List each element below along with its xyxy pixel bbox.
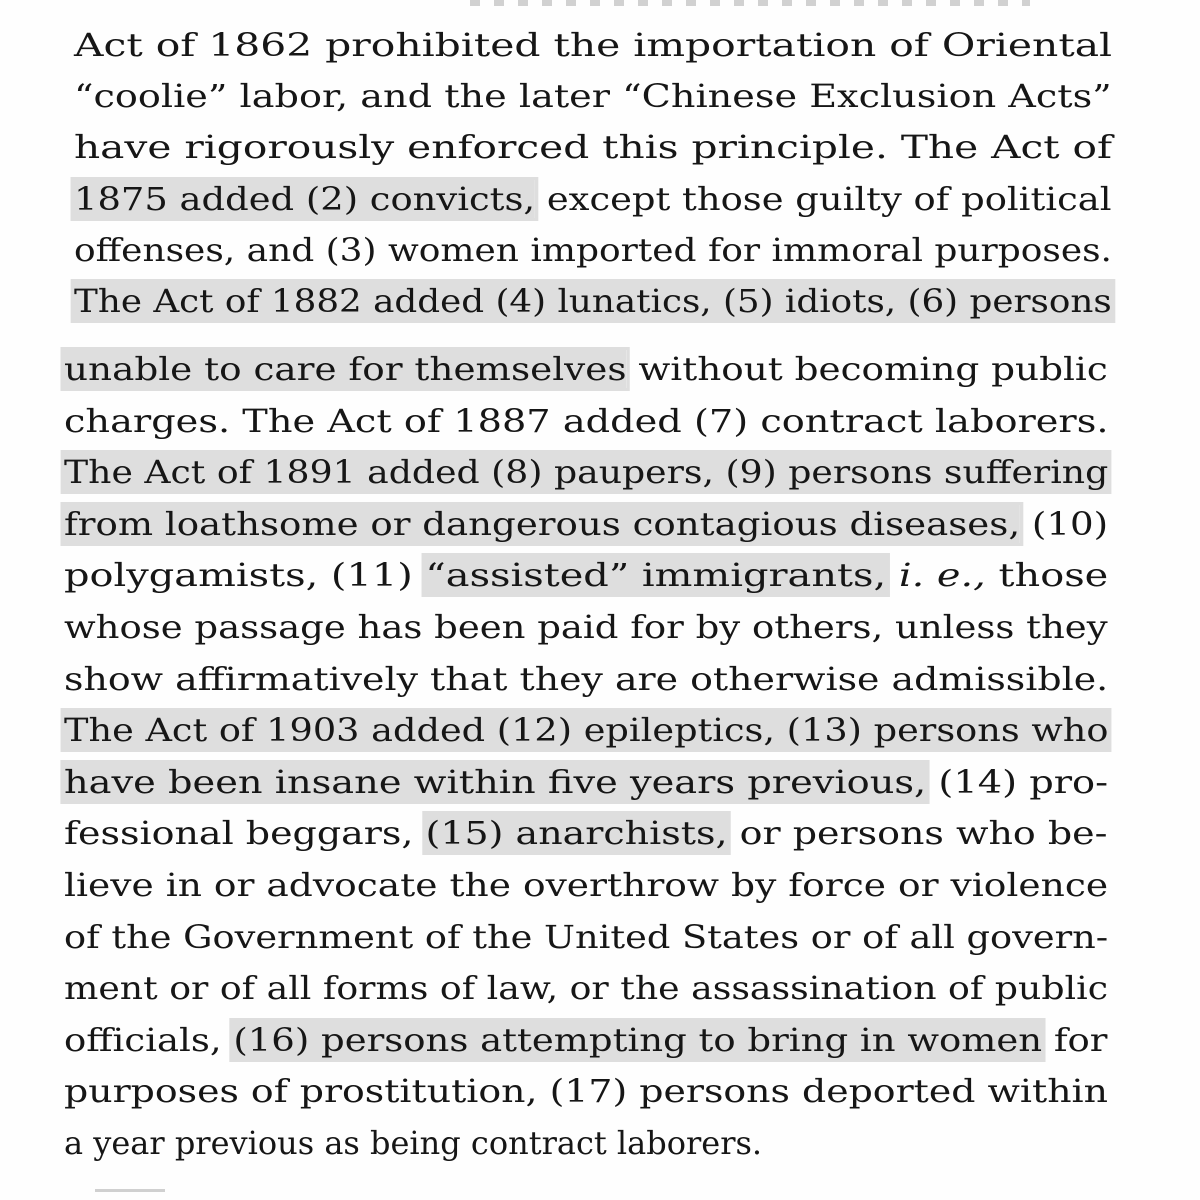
text-segment: show affirmatively that they are otherwise admissible. (64, 660, 1109, 698)
text-line (64, 963, 1108, 1013)
cut-off-previous-line (470, 0, 1030, 6)
text-segment: whose passage has been paid for by others, unless they (64, 608, 1108, 646)
text-line (64, 757, 1108, 807)
highlighted-text: “assisted” immigrants, (425, 556, 887, 594)
text-line (64, 860, 1108, 910)
text-segment: lieve in or advocate the overthrow by force or violence (64, 866, 1109, 904)
text-segment (886, 556, 899, 594)
text-segment: polygamists, (11) (64, 556, 426, 594)
text-line (74, 174, 1112, 224)
text-line (74, 122, 1112, 172)
text-line (64, 499, 1108, 549)
highlighted-text: unable to care for themselves (64, 350, 627, 388)
text-line (64, 550, 1108, 600)
text-segment: a year previous as being contract laborers. (64, 1124, 763, 1162)
text-line (64, 602, 1108, 652)
text-line (64, 1118, 762, 1168)
text-line (74, 71, 1112, 121)
text-segment: offenses, and (3) women imported for immoral purposes. (74, 231, 1112, 269)
highlighted-text: 1875 added (2) convicts, (74, 180, 536, 218)
highlighted-text: have been insane within five years previous, (64, 763, 927, 801)
text-line (74, 20, 1112, 70)
text-segment: those (985, 556, 1109, 594)
highlighted-text: The Act of 1903 added (12) epileptics, (13) persons who (64, 711, 1109, 749)
text-segment: “coolie” labor, and the later “Chinese Exclusion Acts” (74, 77, 1112, 115)
text-segment: i. e., (898, 556, 986, 594)
text-line (64, 447, 1108, 497)
text-line (64, 808, 1107, 858)
text-segment: of the Government of the United States or of all govern- (64, 918, 1109, 956)
text-line (64, 912, 1108, 962)
text-segment: charges. The Act of 1887 added (7) contract laborers. (64, 402, 1109, 440)
cut-off-next-line (95, 1189, 165, 1192)
text-line (64, 1066, 1108, 1116)
text-segment: (10) (1020, 505, 1109, 543)
text-segment: purposes of prostitution, (17) persons deported within (64, 1072, 1109, 1110)
text-segment: or persons who be- (727, 814, 1108, 852)
text-line (74, 276, 1112, 326)
highlighted-text: (15) anarchists, (425, 814, 728, 852)
text-line (74, 225, 1112, 275)
text-segment: for (1042, 1021, 1108, 1059)
highlighted-text: The Act of 1891 added (8) paupers, (9) persons suffering (64, 453, 1109, 491)
text-segment: Act of 1862 prohibited the importation of Oriental (74, 26, 1113, 64)
text-segment: (14) pro- (926, 763, 1109, 801)
highlighted-text: from loathsome or dangerous contagious diseases, (64, 505, 1021, 543)
highlighted-text: The Act of 1882 added (4) lunatics, (5) idiots, (6) persons (74, 282, 1112, 320)
text-line (64, 654, 1108, 704)
text-segment: have rigorously enforced this principle. The Act of (74, 128, 1113, 166)
text-segment: officials, (64, 1021, 234, 1059)
text-line (64, 396, 1109, 446)
text-line (64, 1015, 1107, 1065)
text-segment: except those guilty of political (535, 180, 1112, 218)
text-segment: fessional beggars, (64, 814, 426, 852)
text-segment: without becoming public (626, 350, 1108, 388)
text-segment: ment or of all forms of law, or the assassination of public (64, 969, 1108, 1007)
highlighted-text: (16) persons attempting to bring in women (233, 1021, 1043, 1059)
text-line (64, 344, 1108, 394)
text-line (64, 705, 1108, 755)
